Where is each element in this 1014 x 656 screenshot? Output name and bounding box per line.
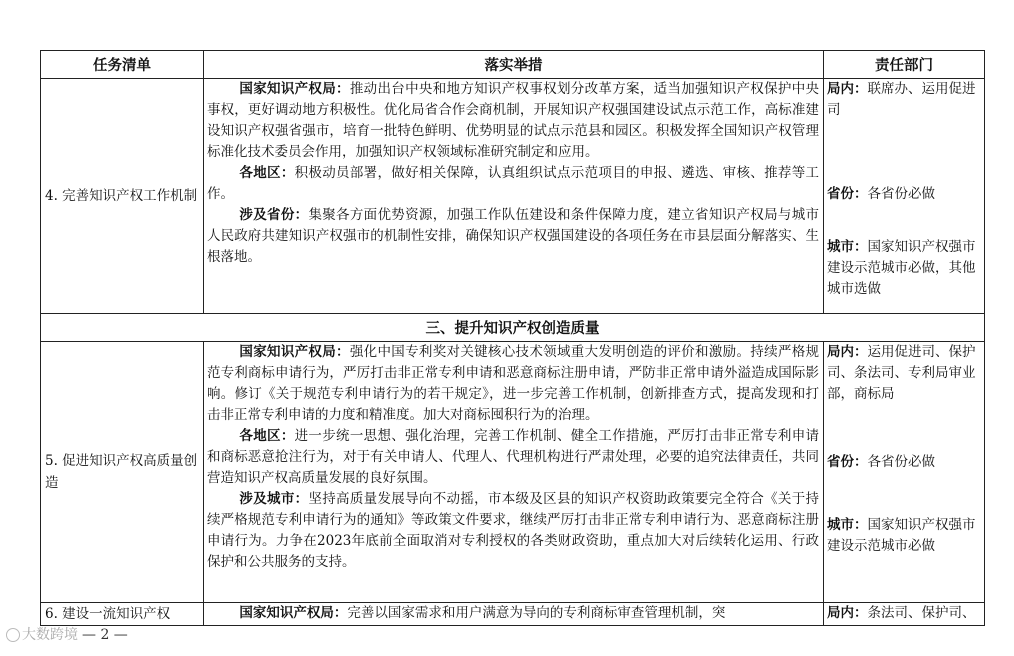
header-task: 任务清单 (41, 51, 204, 79)
measure-paragraph (207, 489, 819, 573)
dept-text: 各省份必做 (867, 454, 935, 470)
measures-cell (204, 342, 824, 603)
dept-text: 运用促进司、保护司、条法司、专利局审业部，商标局 (827, 344, 976, 402)
watermark-text: 大数跨境 (22, 627, 78, 643)
section-heading: 三、提升知识产权创造质量 (41, 314, 985, 342)
header-measures: 落实举措 (204, 51, 824, 79)
measure-paragraph (207, 342, 819, 426)
measure-label: 国家知识产权局： (239, 344, 350, 360)
task-table (40, 50, 985, 626)
measure-paragraph (207, 79, 819, 163)
measure-label: 涉及城市： (239, 491, 309, 507)
page-number: — 2 — (82, 627, 128, 643)
measure-label: 涉及省份： (239, 207, 309, 223)
dept-text: 各省份必做 (867, 186, 935, 202)
measure-text: 集聚各方面优势资源，加强工作队伍建设和条件保障力度，建立省知识产权局与城市人民政府共建知识产权强市的机制性安排，确保知识产权强国建设的各项任务在市县层面分解落实、生根落地。 (207, 207, 820, 265)
dept-text: 国家知识产权强市建设示范城市必做 (827, 517, 976, 554)
measure-paragraph (207, 163, 819, 205)
page-footer (6, 624, 128, 644)
dept-entry (827, 452, 982, 473)
task-cell: 5. 促进知识产权高质量创造 (41, 342, 204, 603)
measure-label: 国家知识产权局： (239, 81, 350, 97)
dept-label: 城市： (827, 517, 868, 533)
dept-label: 局内： (827, 605, 868, 621)
task-cell: 4. 完善知识产权工作机制 (41, 79, 204, 314)
measure-label: 各地区： (239, 165, 295, 181)
dept-label: 省份： (827, 454, 868, 470)
measure-text: 完善以国家需求和用户满意为导向的专利商标审查管理机制，突 (347, 605, 726, 621)
measure-text: 坚持高质量发展导向不动摇，市本级及区县的知识产权资助政策要完全符合《关于持续严格规范专利申请行为的通知》等政策文件要求，继续严厉打击非正常专利申请行为、恶意商标注册申请行为。力争在2023年底前全面取消对专利授权的各类财政资助，重点加大对后续转化运用、行政保护和公共服务的支持。 (207, 491, 820, 570)
measures-cell (204, 79, 824, 314)
dept-entry (827, 342, 982, 405)
dept-label: 局内： (827, 81, 868, 97)
table-row (41, 79, 985, 314)
dept-text: 国家知识产权强市建设示范城市必做，其他城市选做 (827, 239, 976, 297)
measure-text: 进一步统一思想、强化治理，完善工作机制、健全工作措施，严厉打击非正常专利申请和商标恶意抢注行为，对于有关申请人、代理人、代理机构进行严肃处理，必要的追究法律责任，共同营造知识产权高质量发展的良好氛围。 (207, 428, 820, 486)
dept-label: 省份： (827, 186, 868, 202)
dept-label: 局内： (827, 344, 868, 360)
dept-cell (824, 79, 985, 314)
dept-cell (824, 342, 985, 603)
measure-text: 推动出台中央和地方知识产权事权划分改革方案，适当加强知识产权保护中央事权，更好调动地方积极性。优化局省合作会商机制，开展知识产权强国建设试点示范工作，高标准建设知识产权强省强市，培育一批特色鲜明、优势明显的试点示范县和园区。积极发挥全国知识产权管理标准化技术委员会作用，加强知识产权领域标准研究制定和应用。 (207, 81, 820, 160)
watermark-logo-icon (6, 628, 20, 642)
dept-entry (827, 515, 982, 557)
measure-text: 强化中国专利奖对关键核心技术领域重大发明创造的评价和激励。持续严格规范专利商标申请行为，严厉打击非正常专利申请和恶意商标注册申请，严防非正常申请外溢造成国际影响。修订《关于规范专利申请行为的若干规定》，进一步完善工作机制，创新排查方式，提高发现和打击非正常专利申请的力度和精准度。加大对商标囤积行为的治理。 (207, 344, 820, 423)
measure-label: 各地区： (239, 428, 295, 444)
dept-cell (824, 603, 985, 626)
measure-label: 国家知识产权局： (239, 605, 348, 621)
measure-paragraph (207, 426, 819, 489)
dept-entry (827, 237, 982, 300)
header-dept: 责任部门 (824, 51, 985, 79)
dept-text: 联席办、运用促进司 (827, 81, 976, 118)
table-row (41, 342, 985, 603)
section-row (41, 314, 985, 342)
measure-paragraph (207, 205, 819, 268)
dept-entry (827, 184, 982, 205)
dept-text: 条法司、保护司、 (867, 605, 976, 621)
measure-text: 积极动员部署，做好相关保障，认真组织试点示范项目的申报、遴选、审核、推荐等工作。 (207, 165, 820, 202)
table-row (41, 603, 985, 626)
table-header-row (41, 51, 985, 79)
task-cell: 6. 建设一流知识产权 (41, 603, 204, 626)
measures-cell (204, 603, 824, 626)
measure-paragraph (207, 603, 819, 624)
dept-entry (827, 79, 982, 121)
dept-label: 城市： (827, 239, 868, 255)
